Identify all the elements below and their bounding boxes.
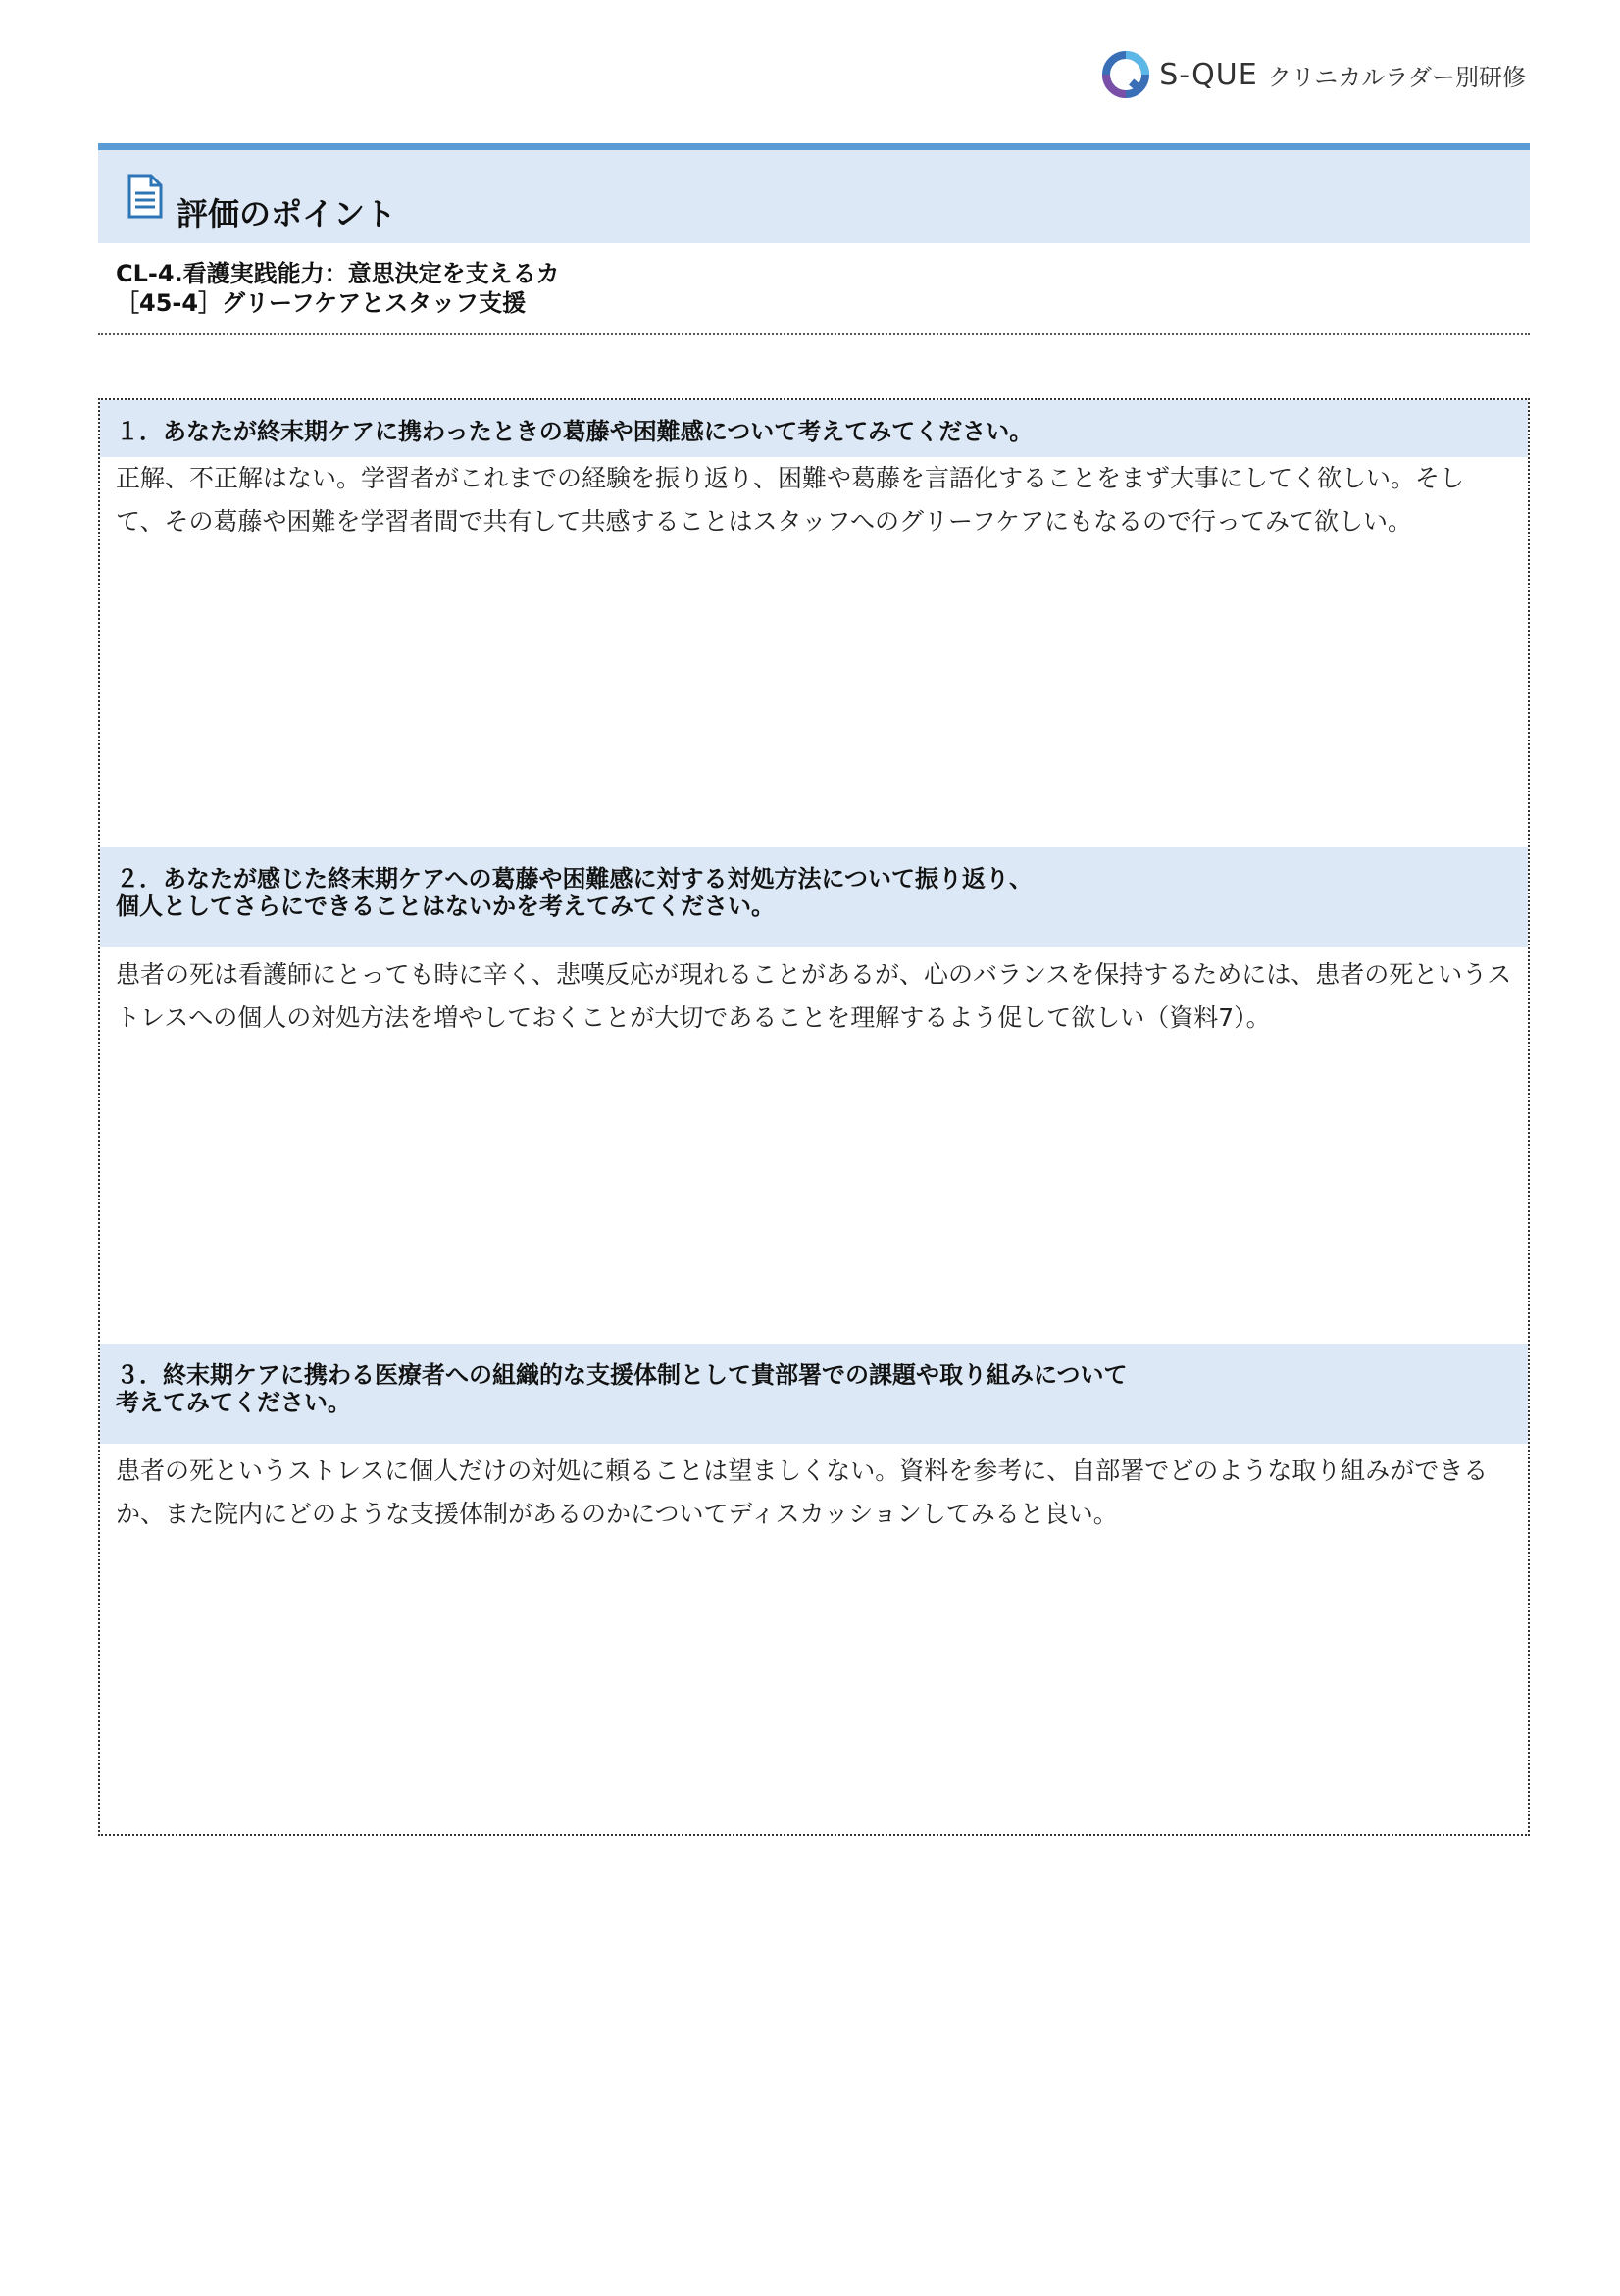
- s-que-logo-icon: [1100, 49, 1151, 100]
- question-2-heading: ２．あなたが感じた終末期ケアへの葛藤や困難感に対する対処方法について振り返り、 個人としてさらにできることはないかを考えてみてください。: [100, 847, 1528, 947]
- question-2-answer: 患者の死は看護師にとっても時に辛く、悲嘆反応が現れることがあるが、心のバランスを保持するためには、患者の死というストレスへの個人の対処方法を増やしておくことが大切であることを理解するよう促して欲しい（資料7）。: [116, 960, 1512, 1032]
- brand-logo-area: [1100, 47, 1526, 102]
- brand-name: S-QUE: [1159, 57, 1258, 92]
- document-icon: [127, 174, 163, 219]
- course-info: [116, 259, 560, 318]
- question-1-heading: １．あなたが終末期ケアに携わったときの葛藤や困難感について考えてみてください。: [100, 400, 1528, 457]
- question-3-answer: 患者の死というストレスに個人だけの対処に頼ることは望ましくない。資料を参考に、自部署でどのような取り組みができるか、また院内にどのような支援体制があるのかについてディスカッションしてみると良い。: [116, 1456, 1489, 1528]
- question-1-answer: 正解、不正解はない。学習者がこれまでの経験を振り返り、困難や葛藤を言語化することをまず大事にしてく欲しい。そして、その葛藤や困難を学習者間で共有して共感することはスタッフへのグリーフケアにもなるので行ってみて欲しい。: [116, 464, 1465, 536]
- questions-box: [98, 398, 1530, 1836]
- question-3-heading: ３．終末期ケアに携わる医療者への組織的な支援体制として貴部署での課題や取り組みについて 考えてみてください。: [100, 1344, 1528, 1444]
- course-competency: CL-4.看護実践能力：意思決定を支えるカ: [116, 260, 560, 287]
- brand-subtitle: クリニカルラダー別研修: [1267, 63, 1526, 91]
- divider: [98, 333, 1530, 335]
- page-title: 評価のポイント: [177, 195, 397, 232]
- course-module: ［45-4］グリーフケアとスタッフ支援: [116, 289, 527, 317]
- section-header: [98, 143, 1530, 243]
